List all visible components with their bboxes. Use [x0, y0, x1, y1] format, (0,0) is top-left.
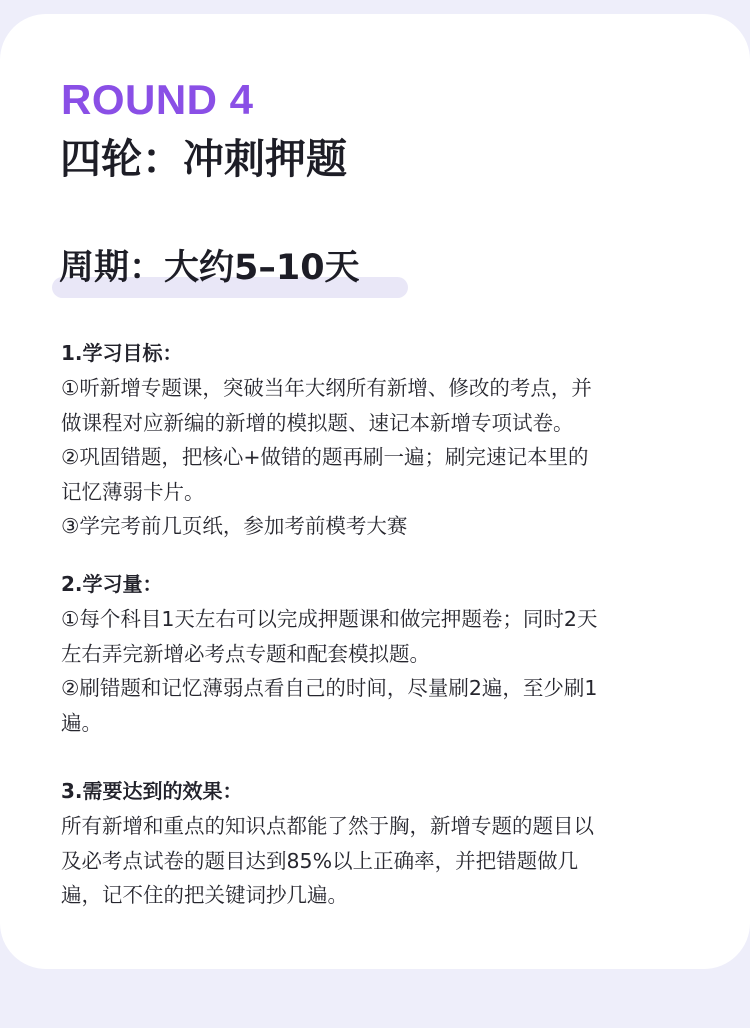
text-line: 做课程对应新编的新增的模拟题、速记本新增专项试卷。: [61, 410, 574, 435]
text-line: 所有新增和重点的知识点都能了然于胸，新增专题的题目以: [61, 814, 594, 838]
round-label: ROUND 4: [61, 76, 254, 123]
text-line: ②刷错题和记忆薄弱点看自己的时间，尽量刷2遍，至少刷1: [61, 676, 598, 700]
text-line: ①每个科目1天左右可以完成押题课和做完押题卷；同时2天: [61, 607, 598, 631]
text-line: ②巩固错题，把核心+做错的题再刷一遍；刷完速记本里的: [61, 445, 589, 469]
section-effect: [61, 774, 701, 913]
section-heading: 1.学习目标：: [61, 341, 183, 365]
text-line: ①听新增专题课，突破当年大纲所有新增、修改的考点，并: [61, 376, 592, 400]
text-line: 左右弄完新增必考点专题和配套模拟题。: [61, 641, 430, 666]
text-line: 遍。: [61, 710, 102, 735]
section-goals: [61, 336, 701, 544]
section-heading: 2.学习量：: [61, 572, 163, 596]
text-line: 遍，记不住的把关键词抄几遍。: [61, 883, 348, 907]
section-amount: [61, 567, 701, 740]
text-line: 记忆薄弱卡片。: [61, 479, 205, 504]
text-line: 及必考点试卷的题目达到85%以上正确率，并把错题做几: [61, 848, 579, 873]
period-text: 周期：大约5–10天: [59, 248, 360, 288]
page-title: 四轮：冲刺押题: [60, 135, 347, 183]
section-heading: 3.需要达到的效果：: [61, 779, 243, 803]
text-line: ③学完考前几页纸，参加考前模考大赛: [61, 514, 408, 538]
